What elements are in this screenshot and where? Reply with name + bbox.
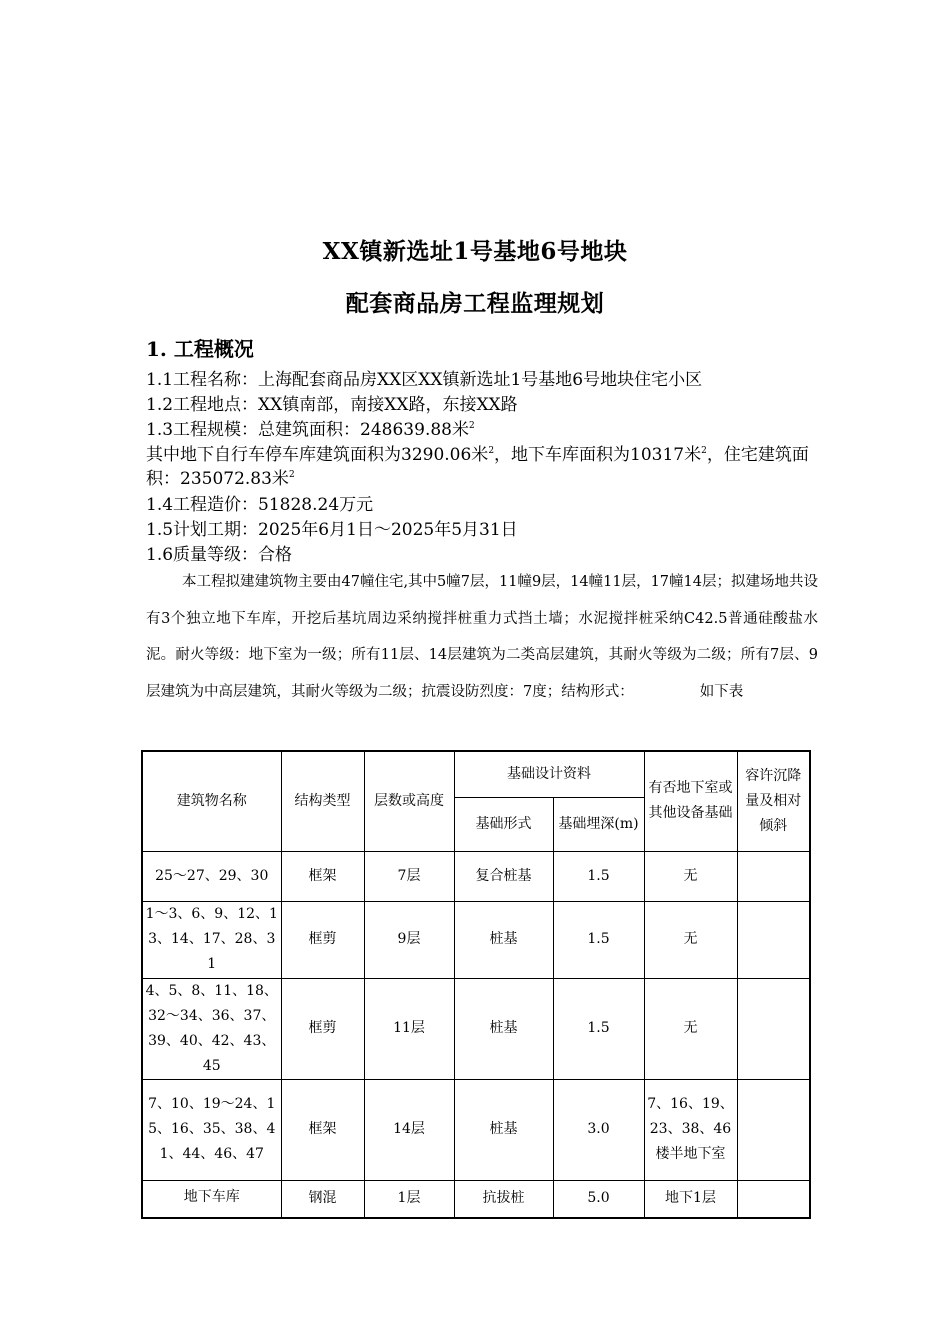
cell-foundation: 复合桩基 — [454, 851, 553, 901]
project-period-line — [146, 518, 816, 542]
cell-settlement — [737, 851, 810, 901]
project-cost-value: 51828.24万元 — [258, 495, 374, 515]
cell-settlement — [737, 901, 810, 978]
project-name-value: 上海配套商品房XX区XX镇新选址1号基地6号地块住宅小区 — [258, 370, 703, 390]
project-period-value: 2025年6月1日～2025年5月31日 — [258, 520, 518, 540]
table-row — [142, 851, 810, 901]
header-foundation-group: 基础设计资料 — [454, 751, 644, 797]
project-scale-label: 1.3工程规模： — [146, 420, 259, 440]
project-quality-value: 合格 — [258, 545, 293, 565]
project-scale-line — [146, 418, 816, 442]
table-header-row — [142, 751, 810, 797]
table-row — [142, 978, 810, 1079]
header-foundation-type: 基础形式 — [454, 797, 553, 851]
cell-depth: 1.5 — [553, 901, 644, 978]
document-title-line1: XX镇新选址1号基地6号地块 — [322, 238, 628, 265]
structure-table — [141, 750, 811, 1219]
unit-superscript: 2 — [288, 470, 295, 480]
section-heading: 1. 工程概况 — [146, 337, 254, 361]
cell-structure: 钢混 — [281, 1180, 364, 1218]
cell-structure: 框架 — [281, 851, 364, 901]
cell-foundation: 抗拔桩 — [454, 1180, 553, 1218]
cell-settlement — [737, 1180, 810, 1218]
cell-basement: 地下1层 — [644, 1180, 737, 1218]
cell-building: 地下车库 — [142, 1180, 281, 1218]
project-quality-label: 1.6质量等级： — [146, 545, 259, 565]
header-foundation-depth: 基础埋深(m) — [553, 797, 644, 851]
project-scale-detail — [146, 443, 816, 491]
unit-superscript: 2 — [468, 421, 475, 431]
bike-garage-area: 其中地下自行车停车库建筑面积为3290.06米 — [146, 445, 489, 465]
cell-basement: 无 — [644, 978, 737, 1079]
project-location-line — [146, 393, 816, 417]
cell-floors: 1层 — [364, 1180, 454, 1218]
cell-foundation: 桩基 — [454, 901, 553, 978]
table-reference: 如下表 — [699, 683, 744, 700]
unit-superscript: 2 — [701, 446, 707, 456]
cell-building: 4、5、8、11、18、32～34、36、37、39、40、42、43、45 — [142, 978, 281, 1079]
description-text: 本工程拟建建筑物主要由47幢住宅,其中5幢7层，11幢9层，14幢11层，17幢14层；拟建场地共设有3个独立地下车库，开挖后基坑周边采纳搅拌桩重力式挡土墙；水泥搅拌桩采纳C42.5普通硅酸盐水泥。耐火等级：地下室为一级；所有11层、14层建筑为二类高层建筑，其耐火等级为二级；所有7层、9层建筑为中高层建筑，其耐火等级为二级；抗震设防烈度：7度；结构形式： — [146, 574, 818, 700]
header-settlement: 容许沉降量及相对倾斜 — [737, 751, 810, 851]
unit-superscript: 2 — [488, 446, 495, 456]
cell-foundation: 桩基 — [454, 978, 553, 1079]
project-cost-line — [146, 493, 816, 517]
table-row — [142, 1079, 810, 1180]
project-scale-value: 总建筑面积：248639.88米 — [258, 420, 469, 440]
cell-floors: 11层 — [364, 978, 454, 1079]
cell-depth: 3.0 — [553, 1079, 644, 1180]
description-paragraph — [146, 564, 818, 710]
cell-building: 1～3、6、9、12、13、14、17、28、31 — [142, 901, 281, 978]
cell-settlement — [737, 1079, 810, 1180]
cell-structure: 框剪 — [281, 978, 364, 1079]
header-basement: 有否地下室或其他设备基础 — [644, 751, 737, 851]
header-floors: 层数或高度 — [364, 751, 454, 851]
cell-depth: 1.5 — [553, 978, 644, 1079]
cell-settlement — [737, 978, 810, 1079]
project-name-label: 1.1工程名称： — [146, 370, 259, 390]
project-name-line — [146, 368, 816, 392]
cell-structure: 框剪 — [281, 901, 364, 978]
residential-area: ，住宅建筑面积：235072.83米 — [146, 445, 809, 489]
cell-floors: 9层 — [364, 901, 454, 978]
garage-area: ，地下车库面积为10317米 — [494, 445, 702, 465]
cell-depth: 5.0 — [553, 1180, 644, 1218]
header-building: 建筑物名称 — [142, 751, 281, 851]
header-structure: 结构类型 — [281, 751, 364, 851]
project-location-value: XX镇南部，南接XX路，东接XX路 — [258, 395, 518, 415]
cell-building: 25～27、29、30 — [142, 851, 281, 901]
document-title-line2: 配套商品房工程监理规划 — [345, 290, 605, 317]
cell-floors: 7层 — [364, 851, 454, 901]
project-location-label: 1.2工程地点： — [146, 395, 259, 415]
cell-foundation: 桩基 — [454, 1079, 553, 1180]
table-row — [142, 901, 810, 978]
table-row — [142, 1180, 810, 1218]
cell-depth: 1.5 — [553, 851, 644, 901]
cell-structure: 框架 — [281, 1079, 364, 1180]
project-period-label: 1.5计划工期： — [146, 520, 259, 540]
cell-basement: 7、16、19、23、38、46楼半地下室 — [644, 1079, 737, 1180]
cell-basement: 无 — [644, 851, 737, 901]
project-cost-label: 1.4工程造价： — [146, 495, 259, 515]
cell-basement: 无 — [644, 901, 737, 978]
cell-floors: 14层 — [364, 1079, 454, 1180]
cell-building: 7、10、19～24、15、16、35、38、41、44、46、47 — [142, 1079, 281, 1180]
